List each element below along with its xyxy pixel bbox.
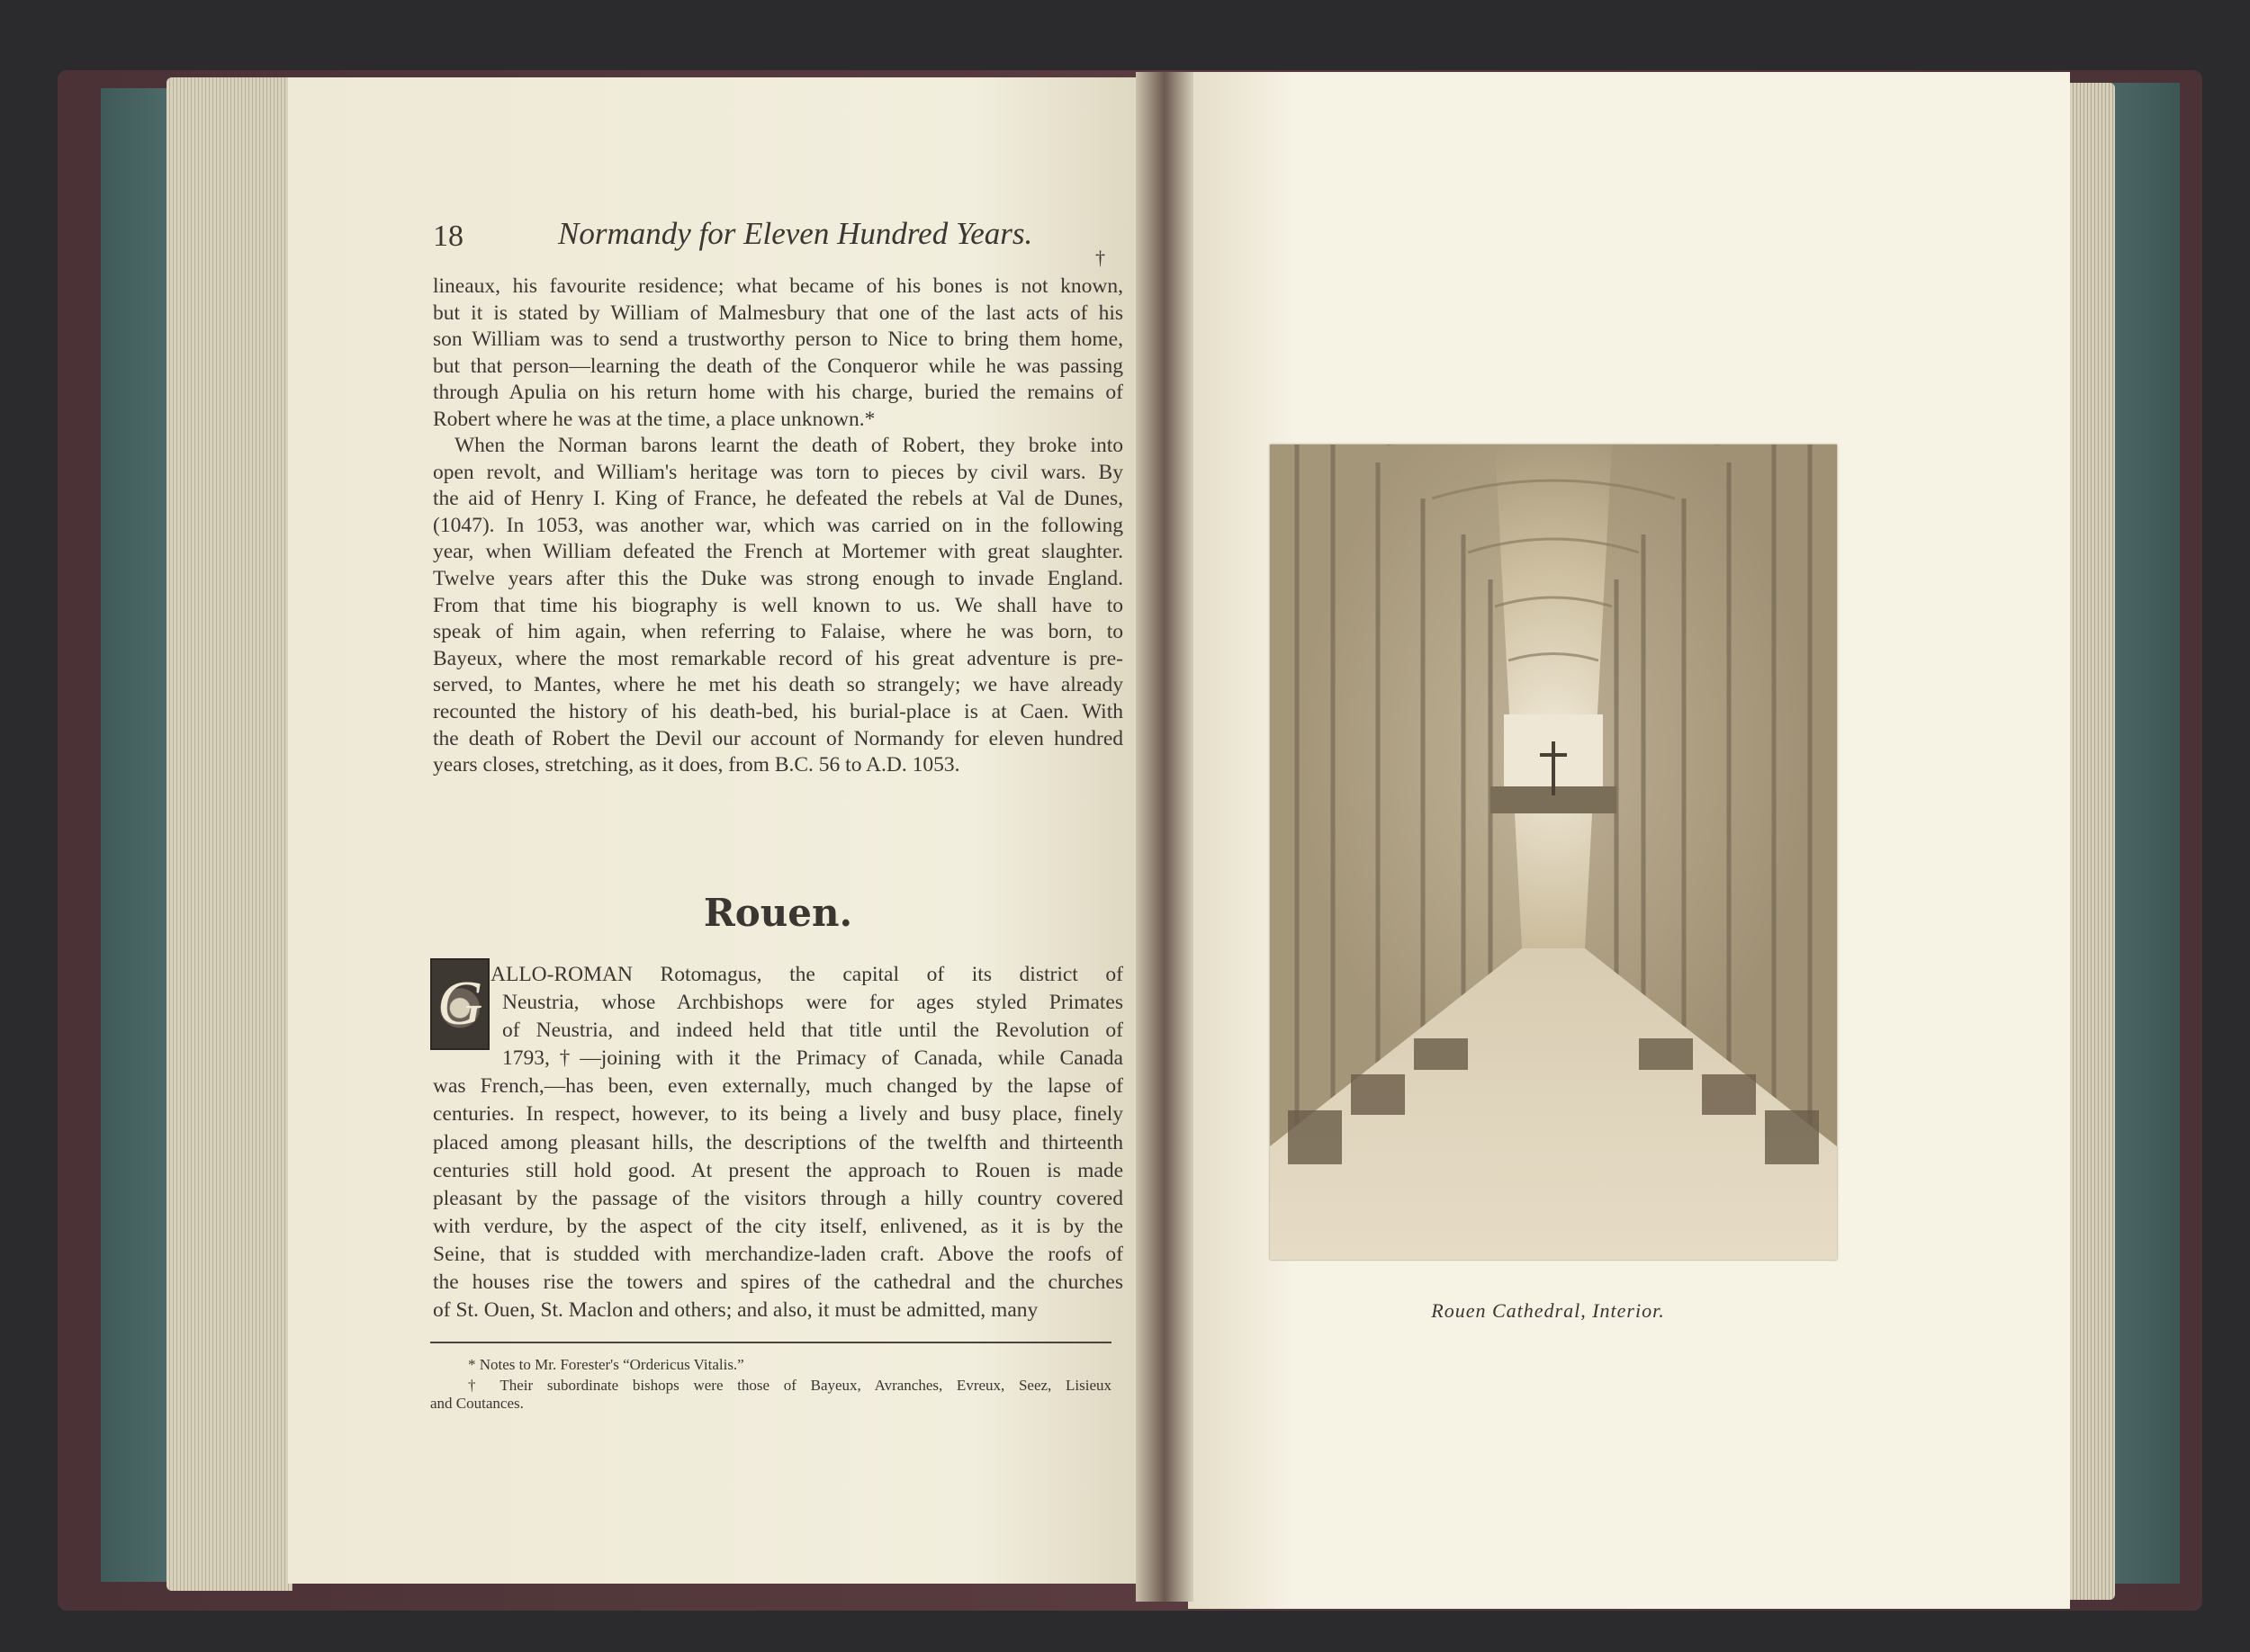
text-line: Robert where he was at the time, a place unknown.* <box>433 407 876 431</box>
left-page-edges <box>166 77 292 1591</box>
text-line: through Apulia on his return home with his charge, buried the remains of <box>433 381 1123 405</box>
running-title: Normandy for Eleven Hundred Years. <box>558 216 1033 251</box>
page-number: 18 <box>433 220 464 253</box>
paragraph <box>433 433 1123 779</box>
text-line: Neustria, whose Archbishops were for ages styled Primates <box>502 991 1123 1015</box>
text-line: lineaux, his favourite residence; what became of his bones is not known, <box>433 274 1123 298</box>
paragraph <box>433 274 1123 434</box>
text-line: of Neustria, and indeed held that title until the Revolution of <box>502 1019 1123 1043</box>
text-line: pleasant by the passage of the visitors through a hilly country covered <box>433 1186 1123 1210</box>
text-line: son William was to send a trustworthy person to Nice to bring them home, <box>433 328 1123 352</box>
text-line: ALLO-ROMAN Rotomagus, the capital of its district of <box>490 963 1123 986</box>
text-line: the houses rise the towers and spires of the cathedral and the churches <box>433 1270 1123 1295</box>
footnote: * Notes to Mr. Forester's “Ordericus Vitalis.” <box>468 1356 744 1373</box>
book-gutter <box>1136 72 1193 1602</box>
text-line: 1793,†—joining with it the Primacy of Canada, while Canada <box>502 1046 1123 1071</box>
footnote: † Their subordinate bishops were those of Bayeux, Avranches, Evreux, Seez, Lisieux <box>468 1377 1112 1394</box>
text-line: with verdure, by the aspect of the city itself, enlivened, as it is by the <box>433 1214 1123 1238</box>
drop-cap-letter: G <box>437 965 482 1043</box>
text-line: of St. Ouen, St. Maclon and others; and also, it must be admitted, many <box>433 1298 1039 1323</box>
text-line: When the Norman barons learnt the death of Robert, they broke into <box>454 434 1123 457</box>
text-line: but that person—learning the death of the Conqueror while he was passing <box>433 354 1123 378</box>
text-line: centuries still hold good. At present the approach to Rouen is made <box>433 1158 1123 1182</box>
photo-caption: Rouen Cathedral, Interior. <box>1431 1299 1665 1322</box>
dagger-mark: † <box>1095 247 1105 269</box>
text-line: the death of Robert the Devil our account of Normandy for eleven hundred <box>433 726 1123 750</box>
text-line: open revolt, and William's heritage was torn to pieces by civil wars. By <box>433 460 1123 484</box>
text-line: Bayeux, where the most remarkable record of his great adventure is pre- <box>433 646 1123 670</box>
text-line: speak of him again, when referring to Falaise, where he was born, to <box>433 620 1123 644</box>
text-line: year, when William defeated the French at Mortemer with great slaughter. <box>433 540 1123 564</box>
text-line: From that time his biography is well known to us. We shall have to <box>433 593 1123 617</box>
text-line: but it is stated by William of Malmesbury that one of the last acts of his <box>433 301 1123 325</box>
footnote: and Coutances. <box>430 1395 524 1412</box>
text-line: years closes, stretching, as it does, from B.C. 56 to A.D. 1053. <box>433 753 960 777</box>
cathedral-interior-photo <box>1270 444 1837 1260</box>
footnote-rule <box>430 1342 1112 1343</box>
text-line: recounted the history of his death-bed, his burial-place is at Caen. With <box>433 699 1123 723</box>
text-line: the aid of Henry I. King of France, he defeated the rebels at Val de Dunes, <box>433 487 1123 511</box>
cathedral-nave-image <box>1270 444 1837 1260</box>
text-line: served, to Mantes, where he met his death so strangely; we have already <box>433 673 1123 697</box>
text-line: centuries. In respect, however, to its being a lively and busy place, finely <box>433 1102 1123 1127</box>
text-line: Twelve years after this the Duke was strong enough to invade England. <box>433 566 1123 590</box>
section-title: Rouen. <box>703 891 853 935</box>
text-line: placed among pleasant hills, the descriptions of the twelfth and thirteenth <box>433 1130 1123 1154</box>
text-line: (1047). In 1053, was another war, which was carried on in the following <box>433 513 1123 537</box>
section-paragraph <box>433 961 1123 1324</box>
text-line: was French,—has been, even externally, much changed by the lapse of <box>433 1074 1123 1099</box>
text-line: Seine, that is studded with merchandize-laden craft. Above the roofs of <box>433 1242 1123 1266</box>
